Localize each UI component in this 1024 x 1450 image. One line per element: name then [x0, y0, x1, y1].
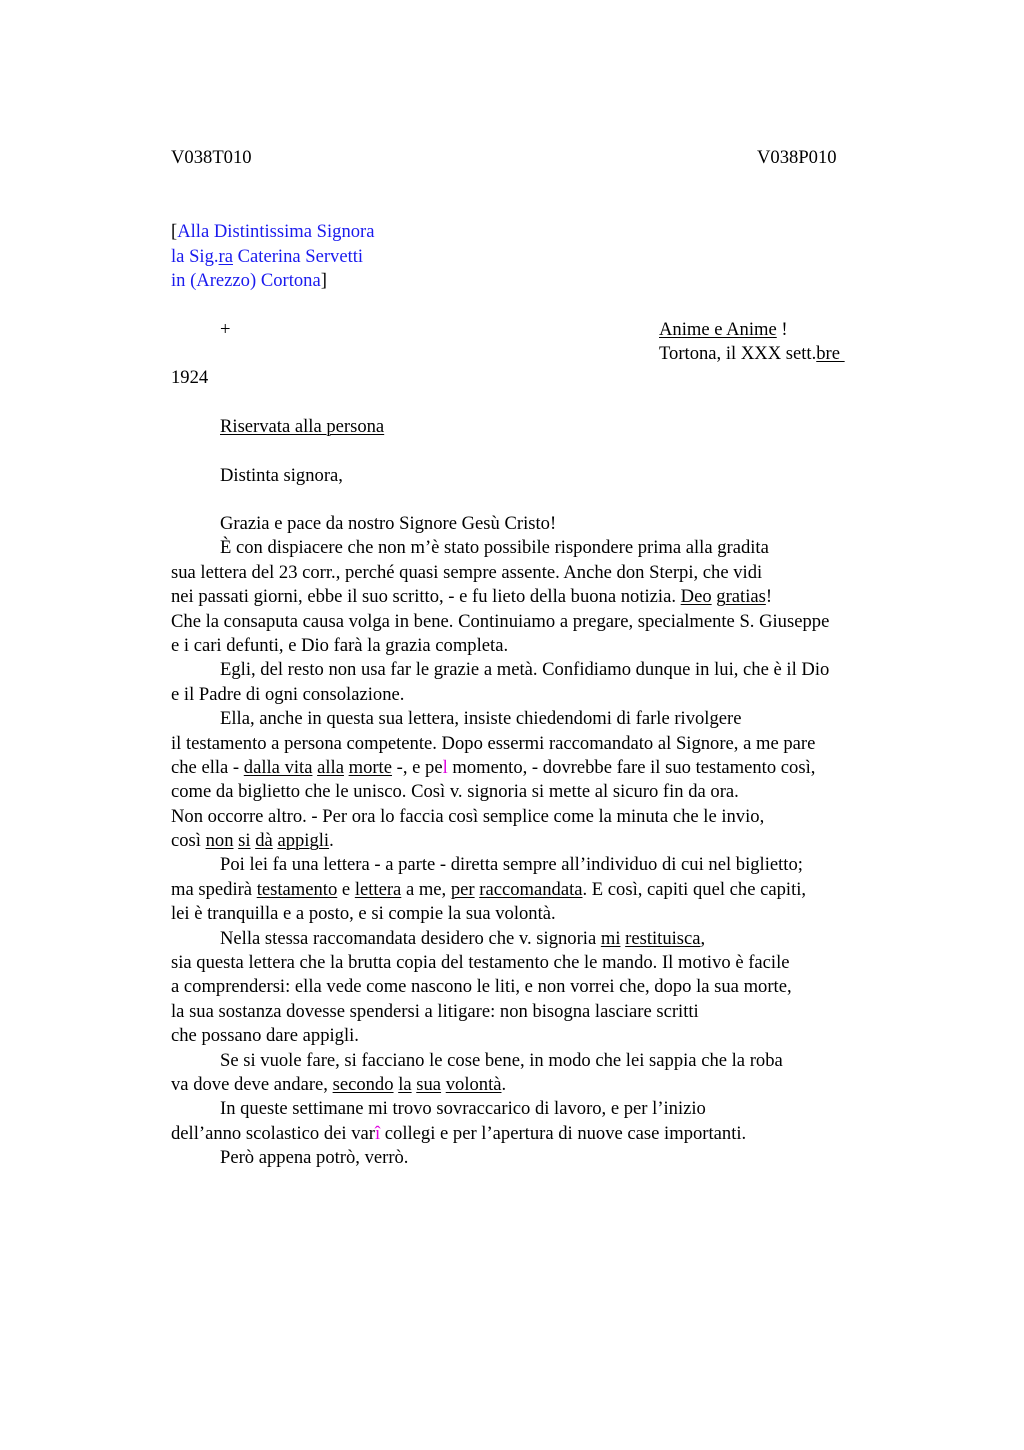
document-code-left: V038T010: [171, 147, 252, 168]
body-line: che possano dare appigli.: [171, 1025, 359, 1047]
body-line: Poi lei fa una lettera - a parte - diretta sempre all’individuo di cui nel biglietto;: [220, 854, 803, 876]
body-line: la sua sostanza dovesse spendersi a litigare: non bisogna lasciare scritti: [171, 1000, 699, 1022]
body-line: e il Padre di ogni consolazione.: [171, 683, 405, 705]
place-date: Tortona, il XXX sett.bre: [659, 343, 845, 364]
body-line: e i cari defunti, e Dio farà la grazia completa.: [171, 634, 509, 656]
body-line: sia questa lettera che la brutta copia del testamento che le mando. Il motivo è facile: [171, 952, 790, 974]
body-line: va dove deve andare, secondo la sua volontà.: [171, 1073, 507, 1095]
body-line: Egli, del resto non usa far le grazie a metà. Confidiamo dunque in lui, che è il Dio: [220, 659, 830, 681]
salutation: Distinta signora,: [220, 465, 343, 486]
address-open-bracket: [: [171, 221, 178, 242]
body-line: il testamento a persona competente. Dopo essermi raccomandato al Signore, a me pare: [171, 732, 816, 754]
letter-body: [171, 512, 931, 1171]
cross-symbol: +: [220, 319, 231, 340]
body-line: In queste settimane mi trovo sovraccarico di lavoro, e per l’inizio: [220, 1098, 706, 1120]
address-line-1: [171, 220, 375, 244]
body-line: a comprendersi: ella vede come nascono le liti, e non vorrei che, dopo la sua morte,: [171, 976, 792, 998]
body-line: Non occorre altro. - Per ora lo faccia così semplice come la minuta che le invio,: [171, 805, 765, 827]
body-line: Nella stessa raccomandata desidero che v. signoria mi restituisca,: [220, 927, 706, 949]
motto: Anime e Anime !: [659, 319, 788, 340]
reserved-note: Riservata alla persona: [220, 416, 385, 437]
address-line-3: in (Arezzo) Cortona]: [171, 270, 327, 291]
body-line: come da biglietto che le unisco. Così v. signoria si mette al sicuro fin da ora.: [171, 781, 739, 803]
address-recipient-title: Alla Distintissima Signora: [177, 221, 375, 242]
body-line: così non si dà appigli.: [171, 830, 334, 852]
body-line: che ella - dalla vita alla morte -, e pel momento, - dovrebbe fare il suo testamento così,: [171, 756, 816, 778]
body-line: lei è tranquilla e a posto, e si compie la sua volontà.: [171, 903, 556, 925]
address-close-bracket: ]: [320, 270, 327, 291]
body-line: Ella, anche in questa sua lettera, insiste chiedendomi di farle rivolgere: [220, 708, 742, 730]
body-line: Grazia e pace da nostro Signore Gesù Cristo!: [220, 513, 557, 534]
address-line-2: la Sig.ra Caterina Servetti: [171, 246, 364, 267]
body-line: dell’anno scolastico dei varî collegi e per l’apertura di nuove case importanti.: [171, 1122, 747, 1144]
body-line: È con dispiacere che non m’è stato possibile rispondere prima alla gradita: [220, 537, 769, 559]
body-line: ma spedirà testamento e lettera a me, per raccomandata. E così, capiti quel che capiti,: [171, 878, 807, 900]
document-code-right: V038P010: [757, 147, 837, 168]
date-year: 1924: [171, 367, 209, 388]
body-line: nei passati giorni, ebbe il suo scritto, - e fu lieto della buona notizia. Deo gratias!: [171, 586, 773, 608]
body-line: sua lettera del 23 corr., perché quasi sempre assente. Anche don Sterpi, che vidi: [171, 561, 763, 583]
address-ra-abbrev: ra: [218, 246, 233, 267]
body-line: Se si vuole fare, si facciano le cose bene, in modo che lei sappia che la roba: [220, 1049, 783, 1071]
body-line: Che la consaputa causa volga in bene. Continuiamo a pregare, specialmente S. Giuseppe: [171, 610, 830, 632]
body-line: Però appena potrò, verrò.: [220, 1147, 409, 1169]
